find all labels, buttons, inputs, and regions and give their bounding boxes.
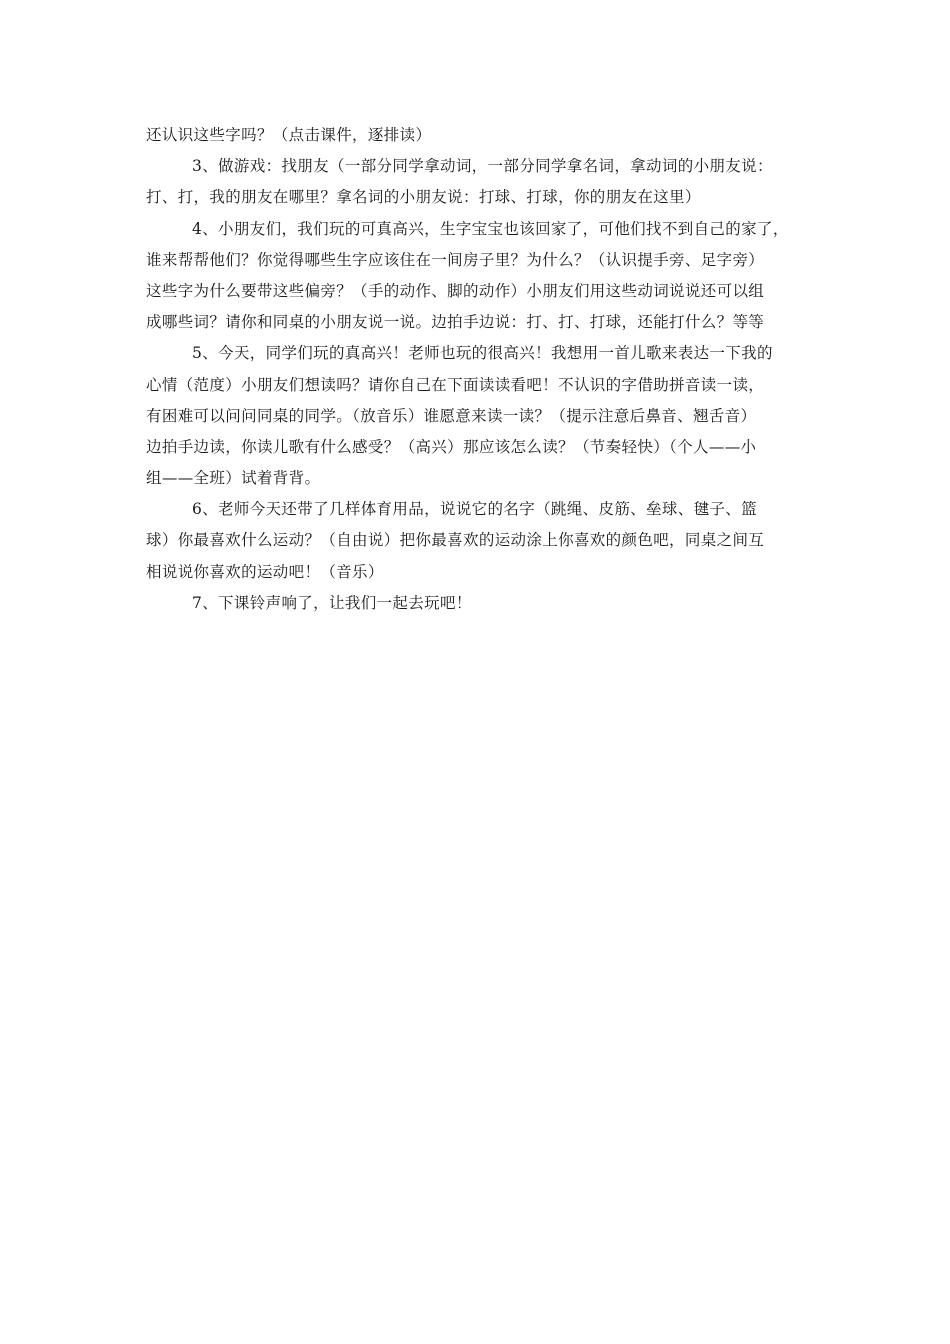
paragraph-6-line-2: 球）你最喜欢什么运动？（自由说）把你最喜欢的运动涂上你喜欢的颜色吧，同桌之间互 — [146, 531, 765, 550]
paragraph-6-line-3: 相说说你喜欢的运动吧！（音乐） — [146, 562, 384, 581]
paragraph-7-line-1: 7、下课铃声响了，让我们一起去玩吧！ — [192, 593, 472, 612]
paragraph-4-line-1: 4、小朋友们，我们玩的可真高兴，生字宝宝也该回家了，可他们找不到自己的家了， — [192, 219, 789, 238]
paragraph-4-line-3: 这些字为什么要带这些偏旁？（手的动作、脚的动作）小朋友们用这些动词说说还可以组 — [146, 281, 765, 300]
paragraph-5-line-1: 5、今天，同学们玩的真高兴！老师也玩的很高兴！我想用一首儿歌来表达一下我的 — [192, 344, 773, 363]
paragraph-4-line-4: 成哪些词？请你和同桌的小朋友说一说。边拍手边说：打、打、打球，还能打什么？等等 — [146, 313, 765, 332]
text-line-continuation: 还认识这些字吗？（点击课件，逐排读） — [146, 126, 432, 144]
paragraph-5-line-3: 有困难可以问问同桌的同学。（放音乐）谁愿意来读一读？（提示注意后鼻音、翘舌音） — [146, 406, 757, 425]
paragraph-6-line-1: 6、老师今天还带了几样体育用品，说说它的名字（跳绳、皮筋、垒球、毽子、篮 — [192, 500, 757, 519]
paragraph-5-line-5: 组——全班）试着背背。 — [146, 469, 321, 488]
document-body — [146, 120, 818, 619]
paragraph-5-line-2: 心情（范度）小朋友们想读吗？请你自己在下面读读看吧！不认识的字借助拼音读一读， — [146, 375, 765, 394]
paragraph-3-line-1: 3、做游戏：找朋友（一部分同学拿动词，一部分同学拿名词，拿动词的小朋友说： — [192, 157, 773, 176]
paragraph-3-line-2: 打、打，我的朋友在哪里？拿名词的小朋友说：打球、打球，你的朋友在这里） — [146, 188, 701, 207]
paragraph-5-line-4: 边拍手边读，你读儿歌有什么感受？（高兴）那应该怎么读？（节奏轻快）（个人——小 — [146, 437, 757, 456]
paragraph-4-line-2: 谁来帮帮他们？你觉得哪些生字应该住在一间房子里？为什么？（认识提手旁、足字旁） — [146, 250, 765, 269]
